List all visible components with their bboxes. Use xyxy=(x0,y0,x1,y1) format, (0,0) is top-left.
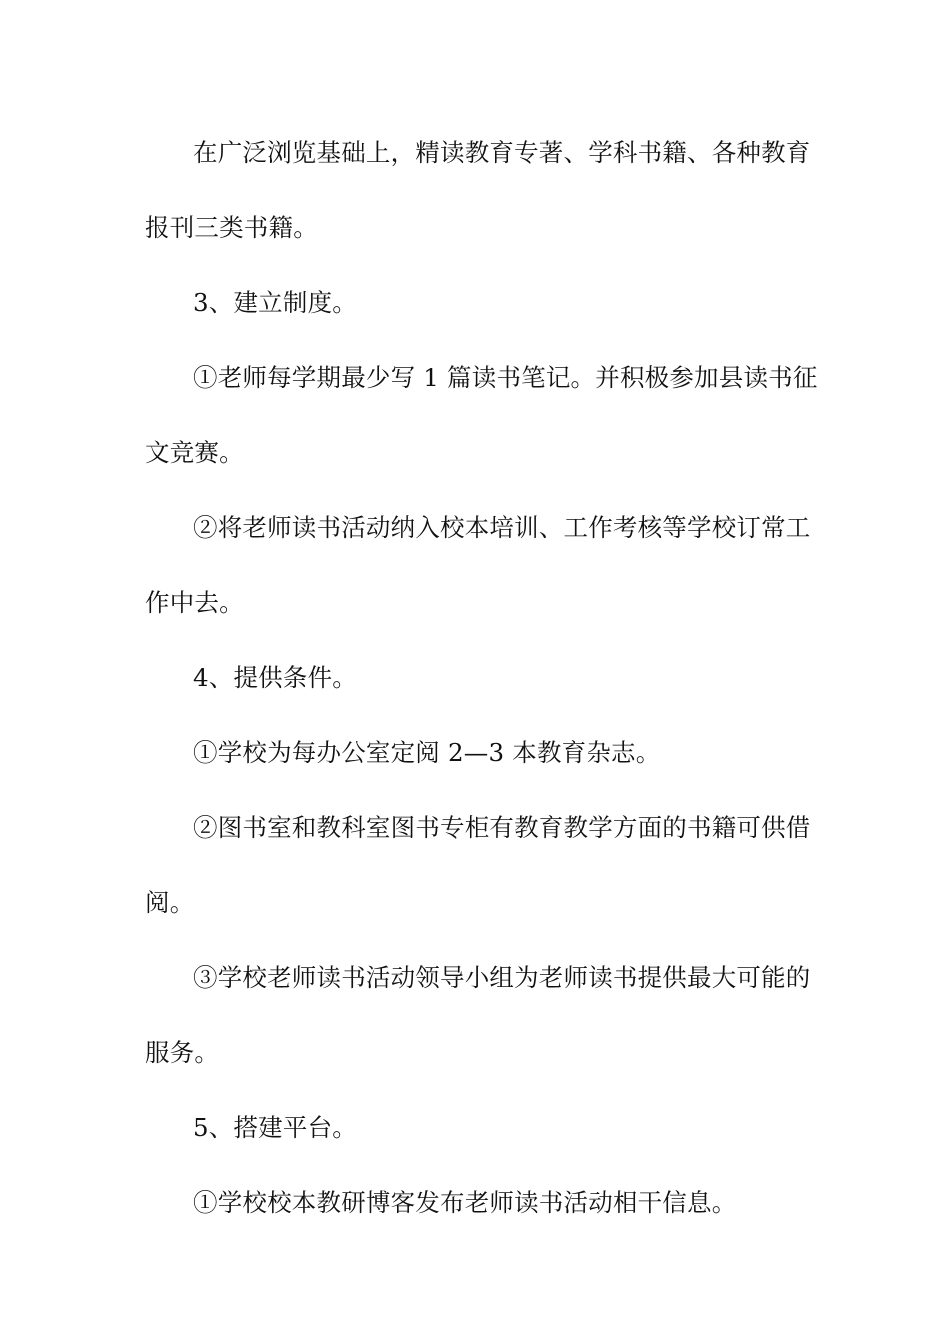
paragraph-line: ①学校校本教研博客发布老师读书活动相干信息。 xyxy=(193,1188,737,1217)
paragraph-line: 文竞赛。 xyxy=(145,438,244,467)
section-heading: 4、提供条件。 xyxy=(193,663,357,692)
paragraph-line: ①老师每学期最少写 1 篇读书笔记。并积极参加县读书征 xyxy=(193,363,818,392)
paragraph-line: 在广泛浏览基础上，精读教育专著、学科书籍、各种教育 xyxy=(193,138,811,167)
paragraph-line: ②图书室和教科室图书专柜有教育教学方面的书籍可供借 xyxy=(193,813,811,842)
paragraph-line: 作中去。 xyxy=(145,588,244,617)
paragraph-line: 服务。 xyxy=(145,1038,220,1067)
paragraph-line: 阅。 xyxy=(145,888,195,917)
section-heading: 3、建立制度。 xyxy=(193,288,357,317)
paragraph-line: ③学校老师读书活动领导小组为老师读书提供最大可能的 xyxy=(193,963,811,992)
paragraph-line: 报刊三类书籍。 xyxy=(145,213,318,242)
section-heading: 5、搭建平台。 xyxy=(193,1113,357,1142)
paragraph-line: ①学校为每办公室定阅 2—3 本教育杂志。 xyxy=(193,738,661,767)
paragraph-line: ②将老师读书活动纳入校本培训、工作考核等学校订常工 xyxy=(193,513,811,542)
